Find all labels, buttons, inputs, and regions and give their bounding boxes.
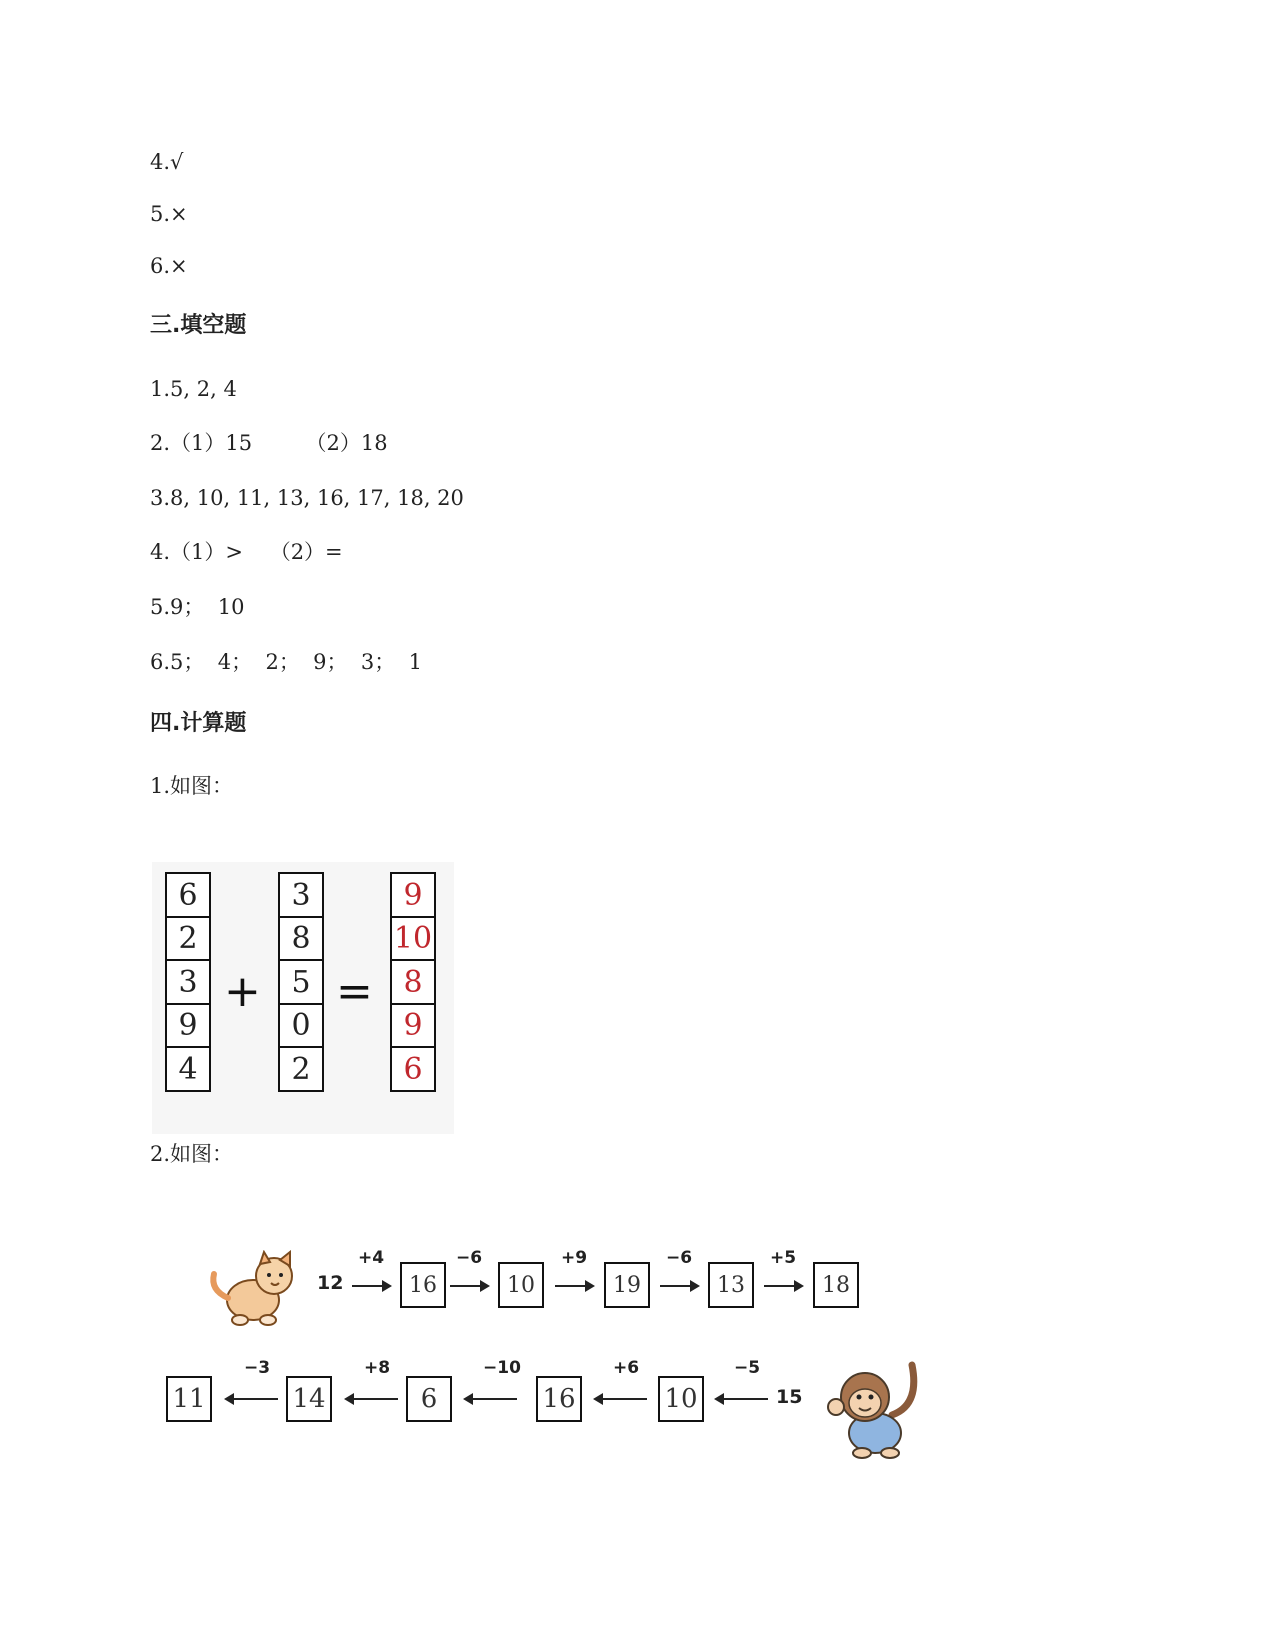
step-operation-label: +8 [364,1358,391,1378]
addend-b-cell: 5 [278,959,324,1005]
answer-6: 6.× [150,254,188,278]
addend-b-cell: 0 [278,1003,324,1049]
answer-4: 4.√ [150,150,184,174]
addend-a-cell: 4 [165,1046,211,1092]
step-operation-label: −6 [666,1248,693,1268]
addend-a-cell: 6 [165,872,211,918]
fill-answer-5: 5.9； 10 [150,595,245,619]
answer-5: 5.× [150,202,188,226]
sum-cell: 9 [390,872,436,918]
chain-result-box: 14 [286,1376,332,1422]
chain-start-number: 15 [776,1386,803,1408]
sum-cell: 6 [390,1046,436,1092]
sum-column [390,872,436,1092]
sum-cell: 10 [390,916,436,962]
left-arrow [346,1398,398,1400]
section-4-heading: 四.计算题 [150,711,247,736]
right-arrow [450,1285,488,1287]
plus-sign: + [224,966,261,1017]
addend-column-a [165,872,211,1092]
fill-answer-3: 3.8, 10, 11, 13, 16, 17, 18, 20 [150,486,464,510]
calc-question-2-label: 2.如图： [150,1142,234,1166]
section-3-heading: 三.填空题 [150,313,247,338]
fill-answer-1: 1.5, 2, 4 [150,377,237,401]
step-operation-label: +5 [770,1248,797,1268]
addend-a-cell: 9 [165,1003,211,1049]
chain-result-box: 16 [400,1262,446,1308]
chain-result-box: 10 [658,1376,704,1422]
addend-b-cell: 2 [278,1046,324,1092]
chain-result-box: 13 [708,1262,754,1308]
calc-question-1-label: 1.如图： [150,774,234,798]
number-chain-figure [170,1250,970,1490]
step-operation-label: +6 [613,1358,640,1378]
fill-answer-6: 6.5； 4； 2； 9； 3； 1 [150,650,422,674]
step-operation-label: −5 [734,1358,761,1378]
addend-b-cell: 3 [278,872,324,918]
right-arrow [660,1285,698,1287]
right-arrow [555,1285,593,1287]
chain-result-box: 10 [498,1262,544,1308]
step-operation-label: −10 [483,1358,521,1378]
left-arrow [716,1398,768,1400]
chain-result-box: 11 [166,1376,212,1422]
addend-a-cell: 2 [165,916,211,962]
right-arrow [764,1285,802,1287]
step-operation-label: −6 [456,1248,483,1268]
addend-column-b [278,872,324,1092]
left-arrow [595,1398,647,1400]
equals-sign: = [336,966,373,1017]
chain-result-box: 18 [813,1262,859,1308]
sum-cell: 9 [390,1003,436,1049]
step-operation-label: −3 [244,1358,271,1378]
monkey-illustration [820,1355,925,1465]
step-operation-label: +4 [358,1248,385,1268]
addend-a-cell: 3 [165,959,211,1005]
chain-result-box: 19 [604,1262,650,1308]
fill-answer-2: 2.（1）15 （2）18 [150,431,388,455]
chain-result-box: 6 [406,1376,452,1422]
addition-figure [152,862,454,1134]
cat-illustration [198,1250,308,1330]
step-operation-label: +9 [561,1248,588,1268]
left-arrow [465,1398,517,1400]
addend-b-cell: 8 [278,916,324,962]
sum-cell: 8 [390,959,436,1005]
right-arrow [352,1285,390,1287]
chain-start-number: 12 [317,1272,344,1294]
chain-result-box: 16 [536,1376,582,1422]
left-arrow [226,1398,278,1400]
fill-answer-4: 4.（1）> （2）= [150,540,343,564]
